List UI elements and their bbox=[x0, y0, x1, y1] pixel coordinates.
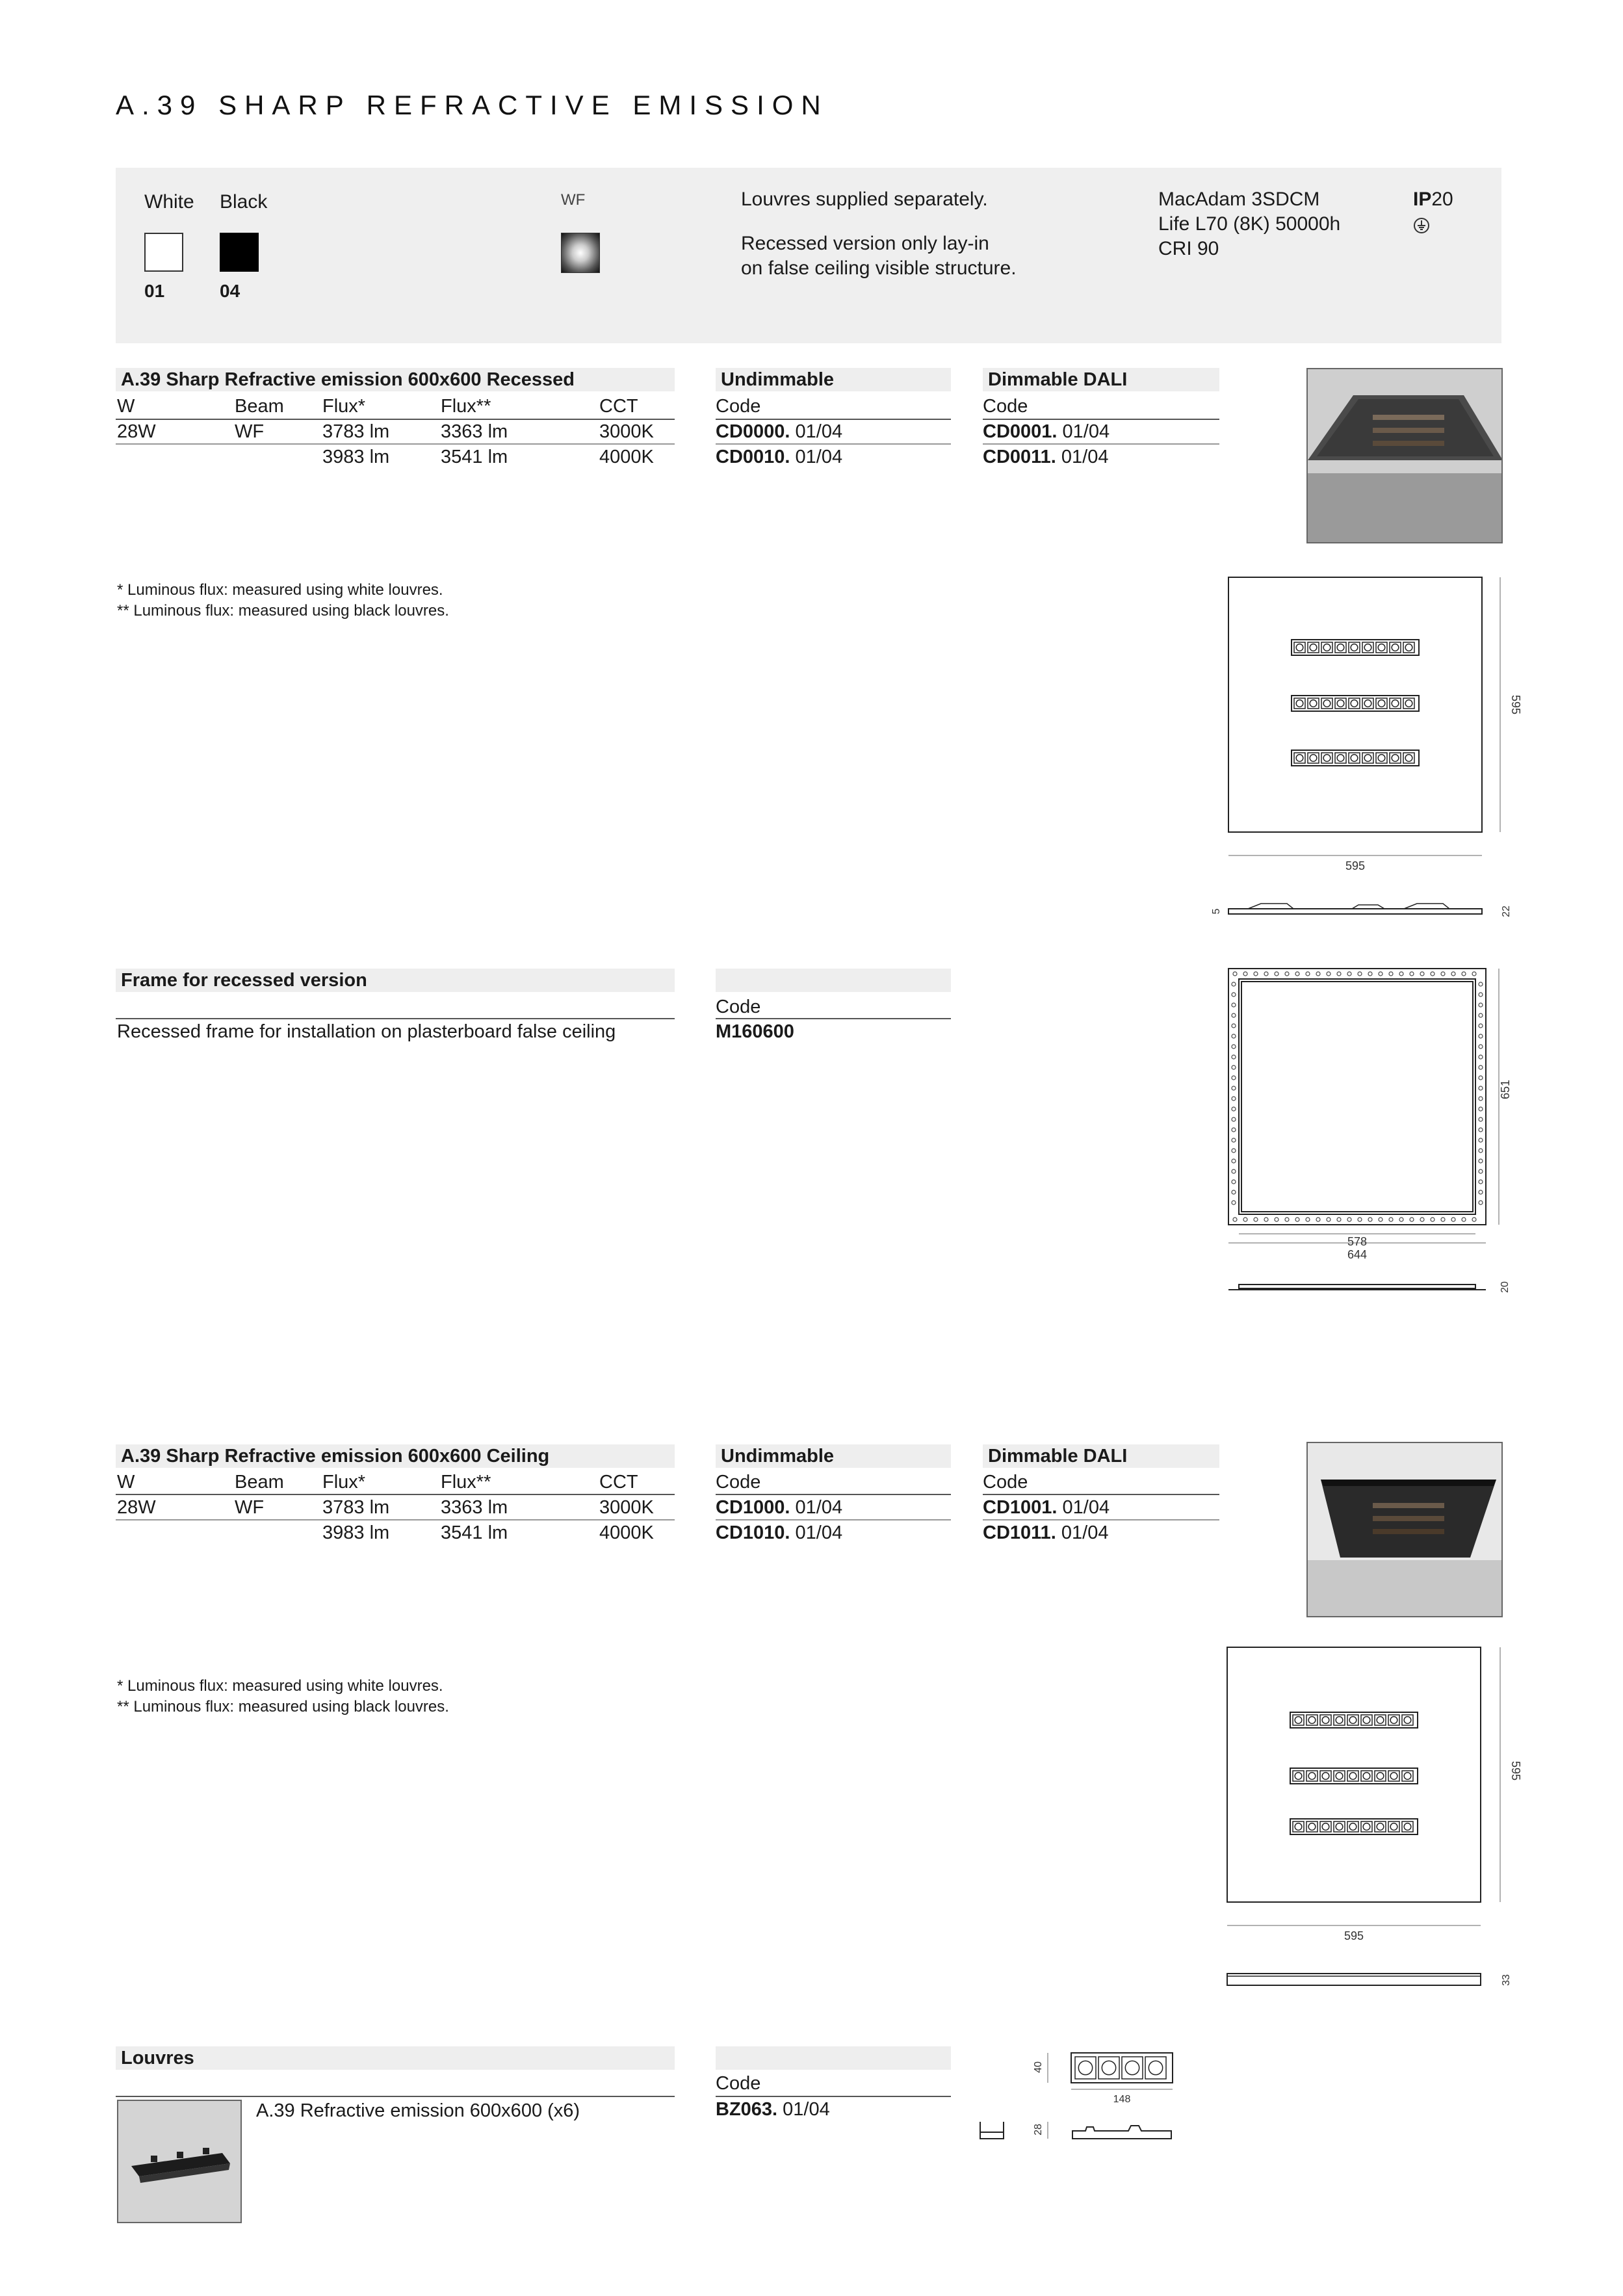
frame-hole bbox=[1264, 1218, 1268, 1221]
louvres-dim-width: 148 bbox=[1113, 2094, 1131, 2105]
led-lens bbox=[1337, 755, 1344, 762]
led-lens bbox=[1296, 644, 1303, 651]
frame-title: Frame for recessed version bbox=[116, 969, 675, 992]
led-lens bbox=[1322, 1773, 1329, 1780]
frame-hole bbox=[1479, 1086, 1483, 1090]
frame-hole bbox=[1243, 1218, 1247, 1221]
frame-hole bbox=[1233, 972, 1237, 976]
led-lens bbox=[1078, 2061, 1092, 2074]
led-lens bbox=[1310, 755, 1317, 762]
led-lens bbox=[1322, 1823, 1329, 1831]
led-lens bbox=[1336, 1717, 1343, 1724]
frame-hole bbox=[1389, 972, 1393, 976]
ceiling-undimmable-code-1: CD1000. 01/04 bbox=[716, 1497, 843, 1518]
frame-hole bbox=[1479, 1190, 1483, 1194]
led-lens bbox=[1404, 1717, 1411, 1724]
ceiling-footnote-1: * Luminous flux: measured using white louvres. bbox=[117, 1677, 443, 1695]
frame-hole bbox=[1233, 1218, 1237, 1221]
frame-hole bbox=[1479, 1149, 1483, 1153]
ceiling-row2-flux1: 3983 lm bbox=[322, 1522, 390, 1543]
note-louvres: Louvres supplied separately. bbox=[741, 189, 988, 210]
frame-hole bbox=[1472, 972, 1476, 976]
frame-hole bbox=[1389, 1218, 1393, 1221]
frame-hole bbox=[1347, 972, 1351, 976]
led-lens bbox=[1405, 644, 1412, 651]
frame-hole bbox=[1285, 972, 1289, 976]
finish-black-label: Black bbox=[220, 191, 268, 213]
recessed-dali-code-2: CD0011. 01/04 bbox=[983, 447, 1109, 467]
louvres-product-photo bbox=[117, 2100, 242, 2223]
frame-hole bbox=[1462, 1218, 1466, 1221]
divider bbox=[116, 1494, 675, 1495]
frame-hole bbox=[1479, 1055, 1483, 1059]
recessed-row2-flux2: 3541 lm bbox=[441, 447, 508, 467]
frame-hole bbox=[1316, 1218, 1320, 1221]
led-lens bbox=[1295, 1773, 1302, 1780]
frame-hole bbox=[1295, 972, 1299, 976]
frame-hole bbox=[1479, 1024, 1483, 1028]
recessed-dali-title: Dimmable DALI bbox=[983, 368, 1219, 391]
frame-hole bbox=[1379, 972, 1383, 976]
ceiling-header-flux1: Flux* bbox=[322, 1472, 366, 1493]
frame-hole bbox=[1232, 1107, 1236, 1111]
frame-hole bbox=[1232, 1045, 1236, 1049]
frame-hole bbox=[1479, 1034, 1483, 1038]
frame-hole bbox=[1306, 1218, 1310, 1221]
recessed-dim-height: 595 bbox=[1509, 694, 1521, 715]
ceiling-row1-flux1: 3783 lm bbox=[322, 1497, 390, 1518]
led-lens bbox=[1295, 1823, 1302, 1831]
divider bbox=[116, 419, 675, 420]
frame-hole bbox=[1479, 1107, 1483, 1111]
spec-macadam: MacAdam 3SDCM bbox=[1158, 189, 1320, 210]
recessed-dim-side-left: 5 bbox=[1211, 908, 1222, 915]
recessed-header-flux1: Flux* bbox=[322, 396, 366, 417]
led-lens bbox=[1390, 1717, 1397, 1724]
led-lens bbox=[1364, 755, 1371, 762]
recessed-dim-width: 595 bbox=[1345, 859, 1366, 872]
frame-hole bbox=[1479, 982, 1483, 986]
led-lens bbox=[1349, 1823, 1357, 1831]
frame-code-bar bbox=[716, 969, 951, 992]
recessed-header-cct: CCT bbox=[599, 396, 638, 417]
ceiling-header-flux2: Flux** bbox=[441, 1472, 491, 1493]
led-lens bbox=[1404, 1773, 1411, 1780]
frame-hole bbox=[1479, 1159, 1483, 1163]
frame-code-header: Code bbox=[716, 997, 761, 1017]
led-lens bbox=[1378, 644, 1385, 651]
frame-dim-outer: 644 bbox=[1347, 1248, 1368, 1261]
finish-black-code: 04 bbox=[220, 281, 240, 301]
frame-hole bbox=[1232, 1076, 1236, 1080]
ceiling-row1-flux2: 3363 lm bbox=[441, 1497, 508, 1518]
louvres-title: Louvres bbox=[116, 2046, 675, 2070]
led-lens bbox=[1363, 1773, 1370, 1780]
recessed-top-view-drawing bbox=[1209, 572, 1521, 926]
louvres-code-header: Code bbox=[716, 2073, 761, 2094]
recessed-dim-side-right: 22 bbox=[1501, 906, 1512, 917]
led-lens bbox=[1392, 755, 1399, 762]
frame-hole bbox=[1275, 972, 1279, 976]
frame-hole bbox=[1347, 1218, 1351, 1221]
led-lens bbox=[1378, 755, 1385, 762]
led-lens bbox=[1336, 1773, 1343, 1780]
divider bbox=[116, 1519, 675, 1520]
frame-hole bbox=[1243, 972, 1247, 976]
led-lens bbox=[1310, 644, 1317, 651]
frame-hole bbox=[1479, 1003, 1483, 1007]
frame-hole bbox=[1232, 1013, 1236, 1017]
frame-hole bbox=[1232, 1065, 1236, 1069]
led-lens bbox=[1378, 700, 1385, 707]
recessed-row1-flux2: 3363 lm bbox=[441, 421, 508, 442]
finish-black-swatch bbox=[220, 233, 259, 272]
recessed-header-w: W bbox=[117, 396, 135, 417]
led-lens bbox=[1295, 1717, 1302, 1724]
ip-number: 20 bbox=[1431, 189, 1453, 210]
led-lens bbox=[1392, 700, 1399, 707]
led-lens bbox=[1149, 2061, 1162, 2074]
frame-hole bbox=[1472, 1218, 1476, 1221]
beam-wf-icon bbox=[561, 233, 600, 273]
frame-hole bbox=[1479, 1201, 1483, 1205]
ceiling-dim-height: 595 bbox=[1509, 1760, 1521, 1781]
louvres-dim-depth: 28 bbox=[1033, 2124, 1044, 2135]
ceiling-row1-beam: WF bbox=[235, 1497, 265, 1518]
led-lens bbox=[1404, 1823, 1411, 1831]
finish-white-swatch bbox=[144, 233, 183, 272]
led-lens bbox=[1323, 644, 1331, 651]
ip-rating bbox=[1413, 187, 1453, 212]
frame-drawing bbox=[1222, 965, 1521, 1306]
frame-hole bbox=[1479, 993, 1483, 997]
recessed-dali-code-1: CD0001. 01/04 bbox=[983, 421, 1110, 442]
frame-hole bbox=[1232, 982, 1236, 986]
frame-description: Recessed frame for installation on plasterboard false ceiling bbox=[117, 1021, 616, 1042]
page-title: A.39 SHARP REFRACTIVE EMISSION bbox=[116, 90, 829, 120]
led-lens bbox=[1296, 755, 1303, 762]
louvres-code-bar bbox=[716, 2046, 951, 2070]
led-lens bbox=[1349, 1773, 1357, 1780]
ceiling-top-view-drawing bbox=[1209, 1643, 1521, 1998]
led-lens bbox=[1125, 2061, 1139, 2074]
led-lens bbox=[1296, 700, 1303, 707]
led-lens bbox=[1102, 2061, 1115, 2074]
ceiling-row1-cct: 3000K bbox=[599, 1497, 654, 1518]
frame-hole bbox=[1451, 1218, 1455, 1221]
frame-hole bbox=[1479, 1138, 1483, 1142]
recessed-product-photo bbox=[1306, 368, 1503, 543]
recessed-row1-w: 28W bbox=[117, 421, 156, 442]
frame-hole bbox=[1232, 1097, 1236, 1101]
earth-ground-icon bbox=[1413, 217, 1430, 237]
led-lens bbox=[1377, 1823, 1384, 1831]
led-lens bbox=[1351, 700, 1358, 707]
recessed-undimmable-code-1: CD0000. 01/04 bbox=[716, 421, 843, 442]
frame-hole bbox=[1479, 1045, 1483, 1049]
frame-hole bbox=[1420, 1218, 1424, 1221]
frame-hole bbox=[1232, 1034, 1236, 1038]
frame-hole bbox=[1232, 993, 1236, 997]
frame-hole bbox=[1337, 972, 1341, 976]
frame-hole bbox=[1232, 1201, 1236, 1205]
frame-hole bbox=[1275, 1218, 1279, 1221]
frame-hole bbox=[1410, 972, 1414, 976]
ceiling-row1-w: 28W bbox=[117, 1497, 156, 1518]
frame-hole bbox=[1327, 972, 1331, 976]
led-lens bbox=[1377, 1717, 1384, 1724]
ceiling-header-beam: Beam bbox=[235, 1472, 284, 1493]
louvres-drawing bbox=[975, 2041, 1189, 2148]
spec-cri: CRI 90 bbox=[1158, 238, 1219, 259]
led-lens bbox=[1364, 644, 1371, 651]
frame-hole bbox=[1379, 1218, 1383, 1221]
frame-code: M160600 bbox=[716, 1021, 794, 1042]
ceiling-undimmable-header: Code bbox=[716, 1472, 761, 1493]
louvres-code: BZ063. 01/04 bbox=[716, 2099, 830, 2120]
frame-hole bbox=[1479, 1128, 1483, 1132]
ceiling-undimmable-code-2: CD1010. 01/04 bbox=[716, 1522, 843, 1543]
louvres-description: A.39 Refractive emission 600x600 (x6) bbox=[256, 2100, 580, 2121]
recessed-undimmable-code-2: CD0010. 01/04 bbox=[716, 447, 843, 467]
frame-hole bbox=[1232, 1180, 1236, 1184]
led-lens bbox=[1308, 1717, 1316, 1724]
recessed-row2-flux1: 3983 lm bbox=[322, 447, 390, 467]
frame-hole bbox=[1232, 1055, 1236, 1059]
frame-hole bbox=[1264, 972, 1268, 976]
ceiling-footnote-2: ** Luminous flux: measured using black louvres. bbox=[117, 1698, 449, 1715]
ip-label: IP bbox=[1413, 189, 1432, 210]
frame-hole bbox=[1232, 1024, 1236, 1028]
ceiling-dali-code-1: CD1001. 01/04 bbox=[983, 1497, 1110, 1518]
led-lens bbox=[1364, 700, 1371, 707]
led-lens bbox=[1337, 644, 1344, 651]
ceiling-dali-title: Dimmable DALI bbox=[983, 1444, 1219, 1468]
recessed-footnote-1: * Luminous flux: measured using white louvres. bbox=[117, 581, 443, 599]
recessed-row2-cct: 4000K bbox=[599, 447, 654, 467]
led-lens bbox=[1336, 1823, 1343, 1831]
led-lens bbox=[1392, 644, 1399, 651]
frame-dim-inner: 578 bbox=[1347, 1235, 1368, 1248]
ceiling-dim-depth: 33 bbox=[1501, 1974, 1512, 1986]
led-lens bbox=[1390, 1823, 1397, 1831]
frame-hole bbox=[1285, 1218, 1289, 1221]
ceiling-row2-cct: 4000K bbox=[599, 1522, 654, 1543]
led-lens bbox=[1351, 755, 1358, 762]
recessed-row1-beam: WF bbox=[235, 421, 265, 442]
frame-hole bbox=[1295, 1218, 1299, 1221]
recessed-footnote-2: ** Luminous flux: measured using black louvres. bbox=[117, 602, 449, 620]
divider bbox=[116, 443, 675, 445]
frame-dim-depth: 20 bbox=[1500, 1281, 1511, 1293]
frame-hole bbox=[1327, 1218, 1331, 1221]
frame-hole bbox=[1441, 972, 1445, 976]
led-lens bbox=[1322, 1717, 1329, 1724]
frame-hole bbox=[1254, 972, 1258, 976]
recessed-row1-flux1: 3783 lm bbox=[322, 421, 390, 442]
recessed-title: A.39 Sharp Refractive emission 600x600 Recessed bbox=[116, 368, 675, 391]
frame-hole bbox=[1431, 972, 1435, 976]
recessed-header-flux2: Flux** bbox=[441, 396, 491, 417]
recessed-row1-cct: 3000K bbox=[599, 421, 654, 442]
louvres-dim-height: 40 bbox=[1033, 2061, 1044, 2073]
frame-hole bbox=[1368, 1218, 1372, 1221]
frame-hole bbox=[1479, 1180, 1483, 1184]
led-lens bbox=[1349, 1717, 1357, 1724]
frame-hole bbox=[1232, 1169, 1236, 1173]
finish-white-code: 01 bbox=[144, 281, 165, 301]
led-lens bbox=[1363, 1717, 1370, 1724]
led-lens bbox=[1351, 644, 1358, 651]
led-lens bbox=[1377, 1773, 1384, 1780]
ceiling-dali-header: Code bbox=[983, 1472, 1028, 1493]
frame-hole bbox=[1479, 1097, 1483, 1101]
frame-hole bbox=[1462, 972, 1466, 976]
frame-hole bbox=[1368, 972, 1372, 976]
frame-hole bbox=[1451, 972, 1455, 976]
frame-hole bbox=[1399, 972, 1403, 976]
led-lens bbox=[1405, 755, 1412, 762]
frame-hole bbox=[1232, 1138, 1236, 1142]
frame-hole bbox=[1399, 1218, 1403, 1221]
frame-hole bbox=[1316, 972, 1320, 976]
frame-hole bbox=[1232, 1159, 1236, 1163]
recessed-dali-header: Code bbox=[983, 396, 1028, 417]
frame-hole bbox=[1479, 1117, 1483, 1121]
frame-hole bbox=[1358, 972, 1362, 976]
recessed-header-beam: Beam bbox=[235, 396, 284, 417]
recessed-undimmable-header: Code bbox=[716, 396, 761, 417]
ceiling-product-photo bbox=[1306, 1442, 1503, 1617]
frame-dim-height: 651 bbox=[1499, 1079, 1512, 1100]
led-lens bbox=[1308, 1823, 1316, 1831]
frame-hole bbox=[1410, 1218, 1414, 1221]
frame-hole bbox=[1254, 1218, 1258, 1221]
frame-hole bbox=[1479, 1169, 1483, 1173]
frame-hole bbox=[1479, 1076, 1483, 1080]
note-recessed-1: Recessed version only lay-in bbox=[741, 233, 989, 254]
led-lens bbox=[1363, 1823, 1370, 1831]
frame-hole bbox=[1232, 1128, 1236, 1132]
frame-hole bbox=[1441, 1218, 1445, 1221]
ceiling-undimmable-title: Undimmable bbox=[716, 1444, 951, 1468]
note-recessed-2: on false ceiling visible structure. bbox=[741, 257, 1017, 279]
frame-hole bbox=[1337, 1218, 1341, 1221]
finish-white-label: White bbox=[144, 191, 194, 213]
ceiling-title: A.39 Sharp Refractive emission 600x600 Ceiling bbox=[116, 1444, 675, 1468]
led-lens bbox=[1308, 1773, 1316, 1780]
ceiling-dim-width: 595 bbox=[1344, 1929, 1364, 1942]
ceiling-row2-flux2: 3541 lm bbox=[441, 1522, 508, 1543]
recessed-undimmable-title: Undimmable bbox=[716, 368, 951, 391]
frame-hole bbox=[1232, 1190, 1236, 1194]
frame-hole bbox=[1232, 1003, 1236, 1007]
led-lens bbox=[1337, 700, 1344, 707]
frame-hole bbox=[1431, 1218, 1435, 1221]
spec-life: Life L70 (8K) 50000h bbox=[1158, 213, 1341, 235]
frame-hole bbox=[1358, 1218, 1362, 1221]
frame-hole bbox=[1479, 1013, 1483, 1017]
beam-label: WF bbox=[561, 191, 586, 209]
ceiling-header-cct: CCT bbox=[599, 1472, 638, 1493]
frame-hole bbox=[1420, 972, 1424, 976]
led-lens bbox=[1390, 1773, 1397, 1780]
led-lens bbox=[1405, 700, 1412, 707]
frame-hole bbox=[1306, 972, 1310, 976]
led-lens bbox=[1323, 755, 1331, 762]
led-lens bbox=[1323, 700, 1331, 707]
led-lens bbox=[1310, 700, 1317, 707]
ceiling-dali-code-2: CD1011. 01/04 bbox=[983, 1522, 1109, 1543]
frame-hole bbox=[1479, 1065, 1483, 1069]
frame-hole bbox=[1232, 1117, 1236, 1121]
ceiling-header-w: W bbox=[117, 1472, 135, 1493]
divider bbox=[116, 2096, 675, 2097]
frame-hole bbox=[1232, 1149, 1236, 1153]
frame-hole bbox=[1232, 1086, 1236, 1090]
